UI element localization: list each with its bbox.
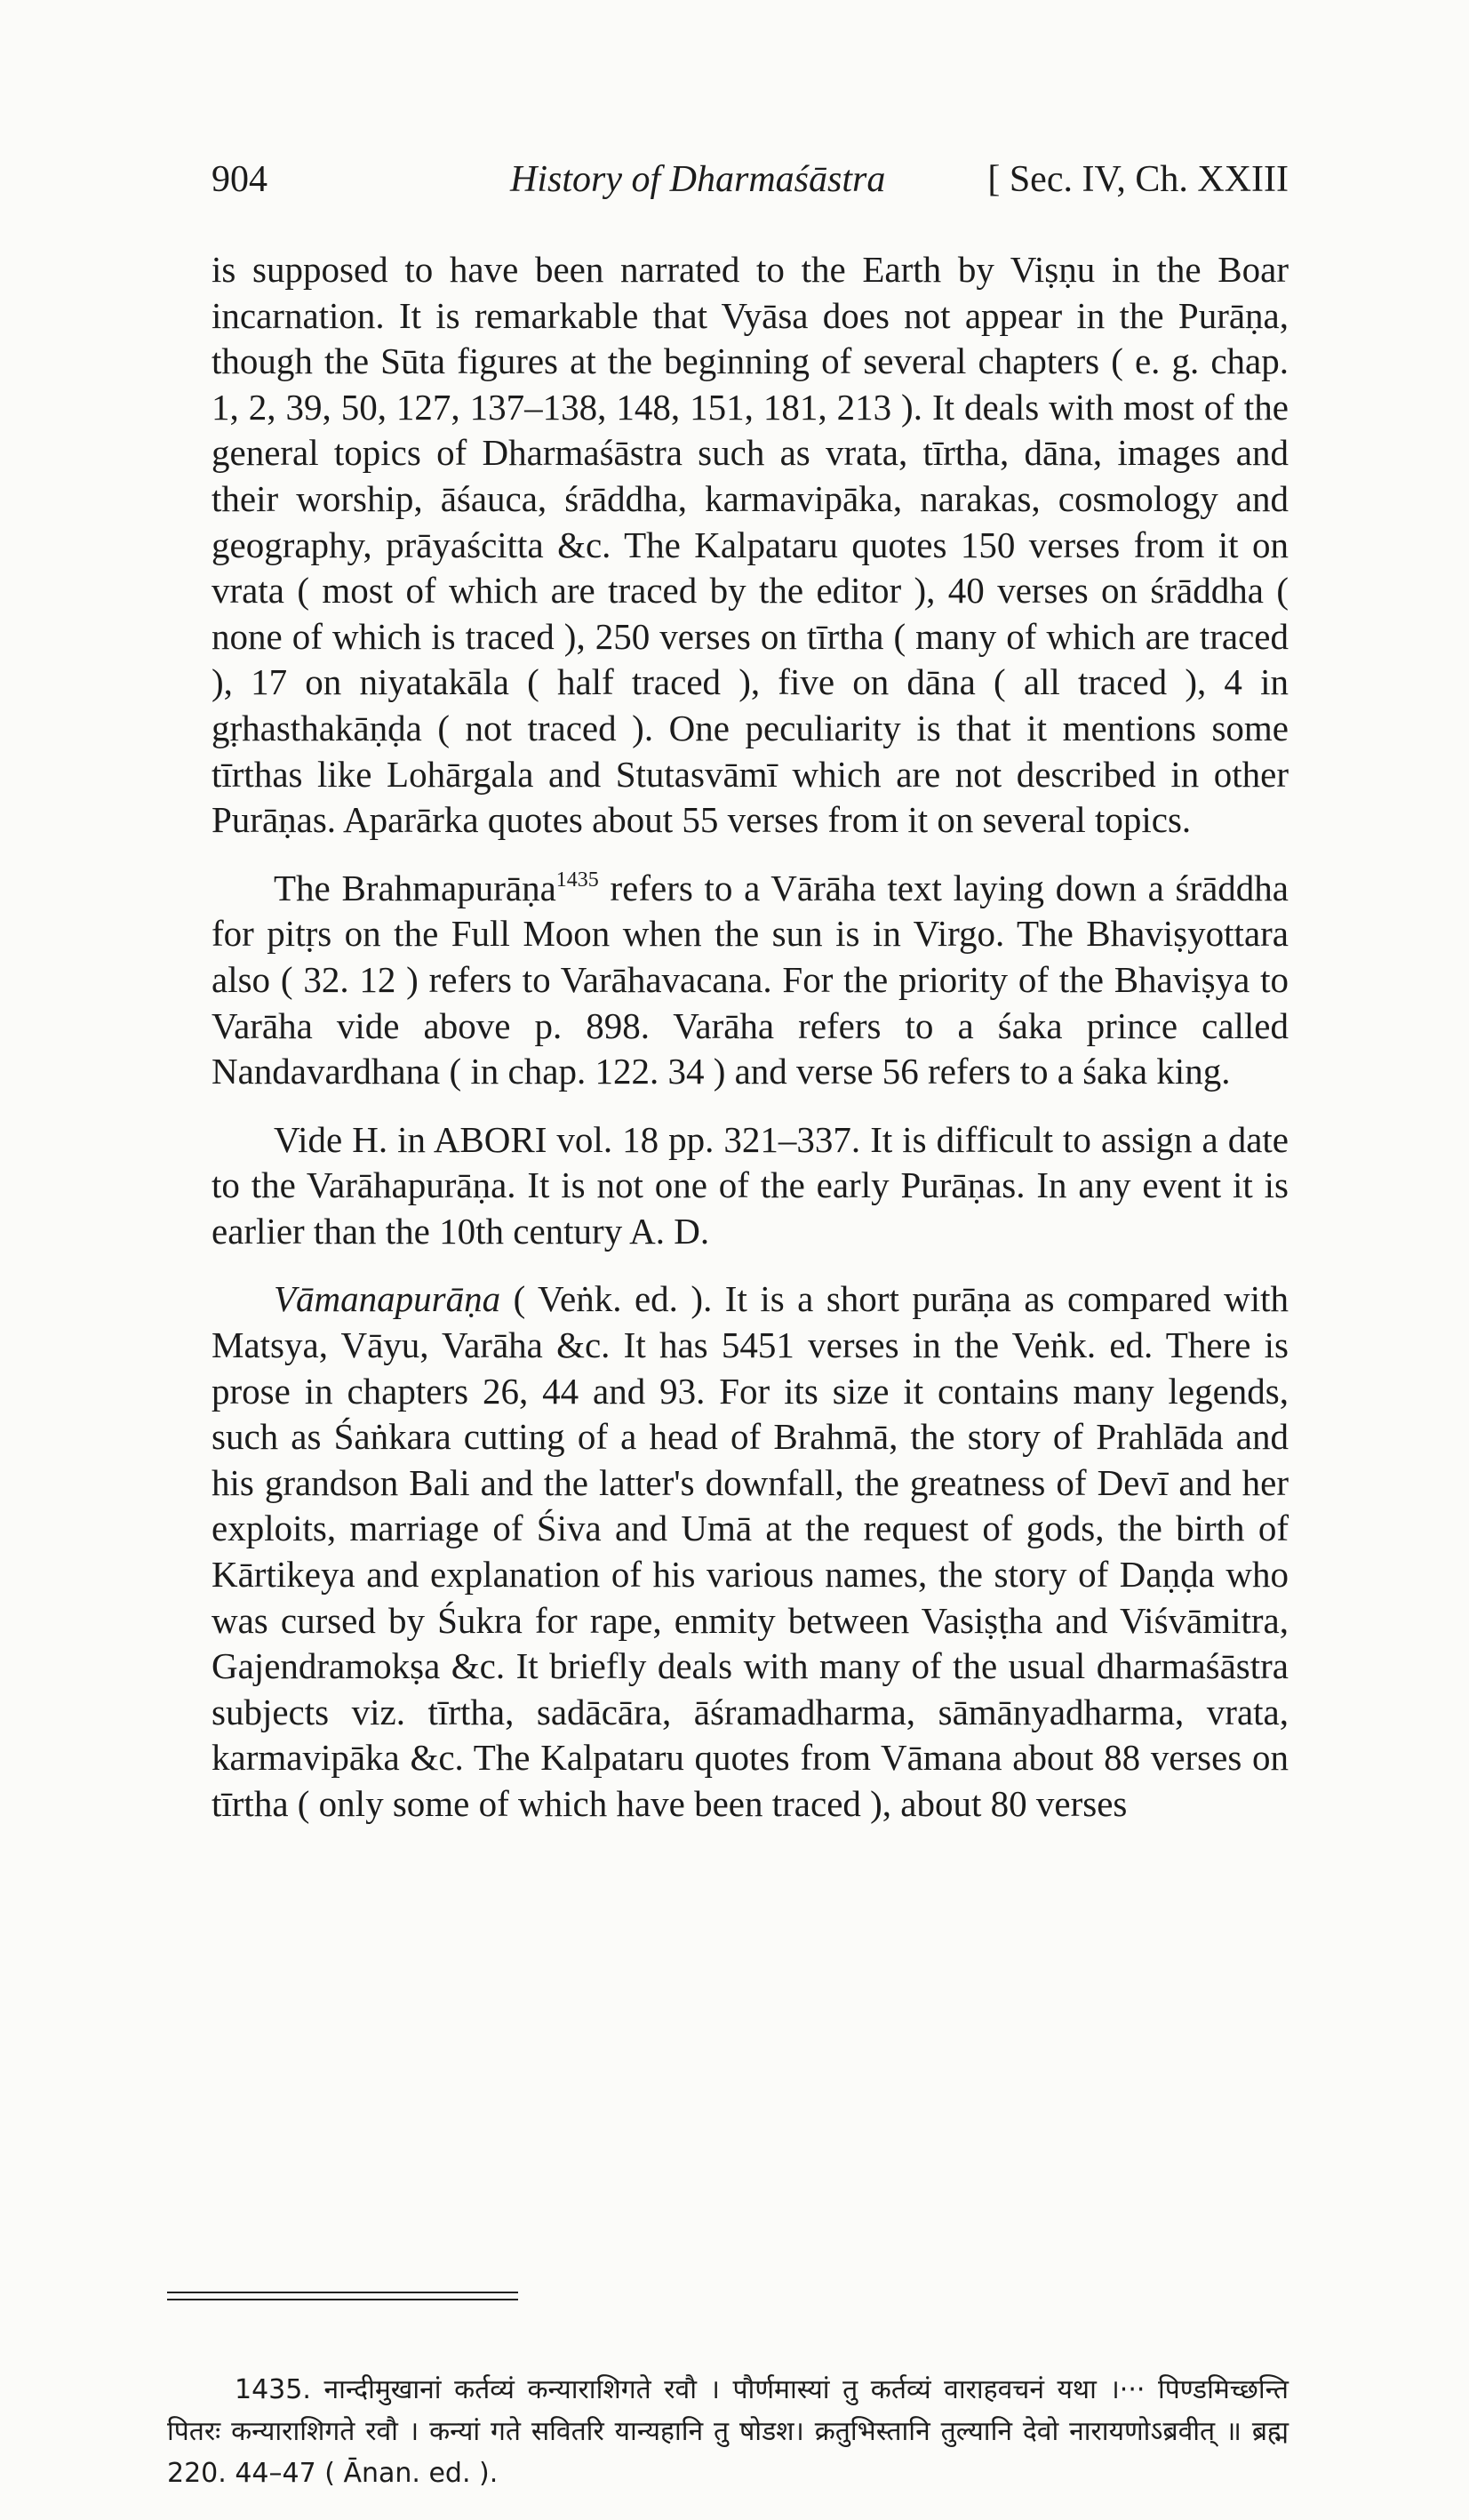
page-header (212, 158, 1289, 212)
paragraph-4-body: ( Veṅk. ed. ). It is a short purāṇa as compared with Matsya, Vāyu, Varāha &c. It has 5451 verses in the Veṅk. ed. There is prose in chapters 26, 44 and 93. For its size it contains many legends, such as Śaṅkara cutting of a head of Brahmā, the story of Prahlāda and his grandson Bali and the latter's downfall, the greatness of Devī and her exploits, marriage of Śiva and Umā at the request of gods, the birth of Kārtikeya and explanation of his various names, the story of Daṇḍa who was cursed by Śukra for rape, enmity between Vasiṣṭha and Viśvāmitra, Gajendramokṣa &c. It briefly deals with many of the usual dharmaśāstra subjects viz. tīrtha, sadācāra, āśramadharma, sāmānyadharma, vrata, karmavipāka &c. The Kalpataru quotes from Vāmana about 88 verses on tīrtha ( only some of which have been traced ), about 80 verses (212, 1278, 1289, 1824)
footnote (167, 2369, 1289, 2494)
footnote-number: 1435. (235, 2374, 311, 2405)
paragraph-4 (212, 1276, 1289, 1827)
paragraph-2-lead: The Brahmapurāṇa (274, 867, 556, 908)
footnote-rule (167, 2292, 518, 2293)
paragraph-2-body: refers to a Vārāha text laying down a śrāddha for pitṛs on the Full Moon when the sun is in Virgo. The Bhaviṣyottara also ( 32. 12 ) refers to Varāhavacana. For the priority of the Bhaviṣya to Varāha vide above p. 898. Varāha refers to a śaka prince called Nandavardhana ( in chap. 122. 34 ) and verse 56 refers to a śaka king. (212, 867, 1289, 1092)
footnote-ref: 1435 (555, 868, 599, 892)
paragraph-1: is supposed to have been narrated to the Earth by Viṣṇu in the Boar incarnation. It is remarkable that Vyāsa does not appear in the Purāṇa, though the Sūta figures at the beginning of several chapters ( e. g. chap. 1, 2, 39, 50, 127, 137–138, 148, 151, 181, 213 ). It deals with most of the general topics of Dharmaśāstra such as vrata, tīrtha, dāna, images and their worship, āśauca, śrāddha, karmavipāka, narakas, cosmology and geography, prāyaścitta &c. The Kalpataru quotes 150 verses from it on vrata ( most of which are traced by the editor ), 40 verses on śrāddha ( none of which is traced ), 250 verses on tīrtha ( many of which are traced ), 17 on niyatakāla ( half traced ), five on dāna ( all traced ), 4 in gṛhasthakāṇḍa ( not traced ). One peculiarity is that it mentions some tīrthas like Lohārgala and Stutasvāmī which are not described in other Purāṇas. Aparārka quotes about 55 verses from it on several topics. (212, 249, 1289, 841)
paragraph-2 (212, 866, 1289, 1095)
section-label: [ Sec. IV, Ch. XXIII (987, 159, 1289, 200)
body-text (212, 247, 1289, 1850)
paragraph-3: Vide H. in ABORI vol. 18 pp. 321–337. It is difficult to assign a date to the Varāhapurāṇa. It is not one of the early Purāṇas. In any event it is earlier than the 10th century A. D. (212, 1118, 1289, 1252)
paragraph-4-lead: Vāmanapurāṇa (274, 1278, 501, 1320)
page-number: 904 (212, 159, 267, 200)
footnote-text: नान्दीमुखानां कर्तव्यं कन्याराशिगते रवौ । पौर्णमास्यां तु कर्तव्यं वाराहवचनं यथा ।··· पिण्डमिच्छन्ति पितरः कन्याराशिगते रवौ । कन्यां गते सवितरि यान्यहानि तु षोडश। क्रतुभिस्तानि तुल्यानि देवो नारायणोऽब्रवीत् ॥ ब्रह्म 220. 44–47 ( Ānan. ed. ). (167, 2374, 1289, 2489)
footnote-rule-second (167, 2299, 518, 2300)
running-title: History of Dharmaśāstra (510, 159, 886, 200)
